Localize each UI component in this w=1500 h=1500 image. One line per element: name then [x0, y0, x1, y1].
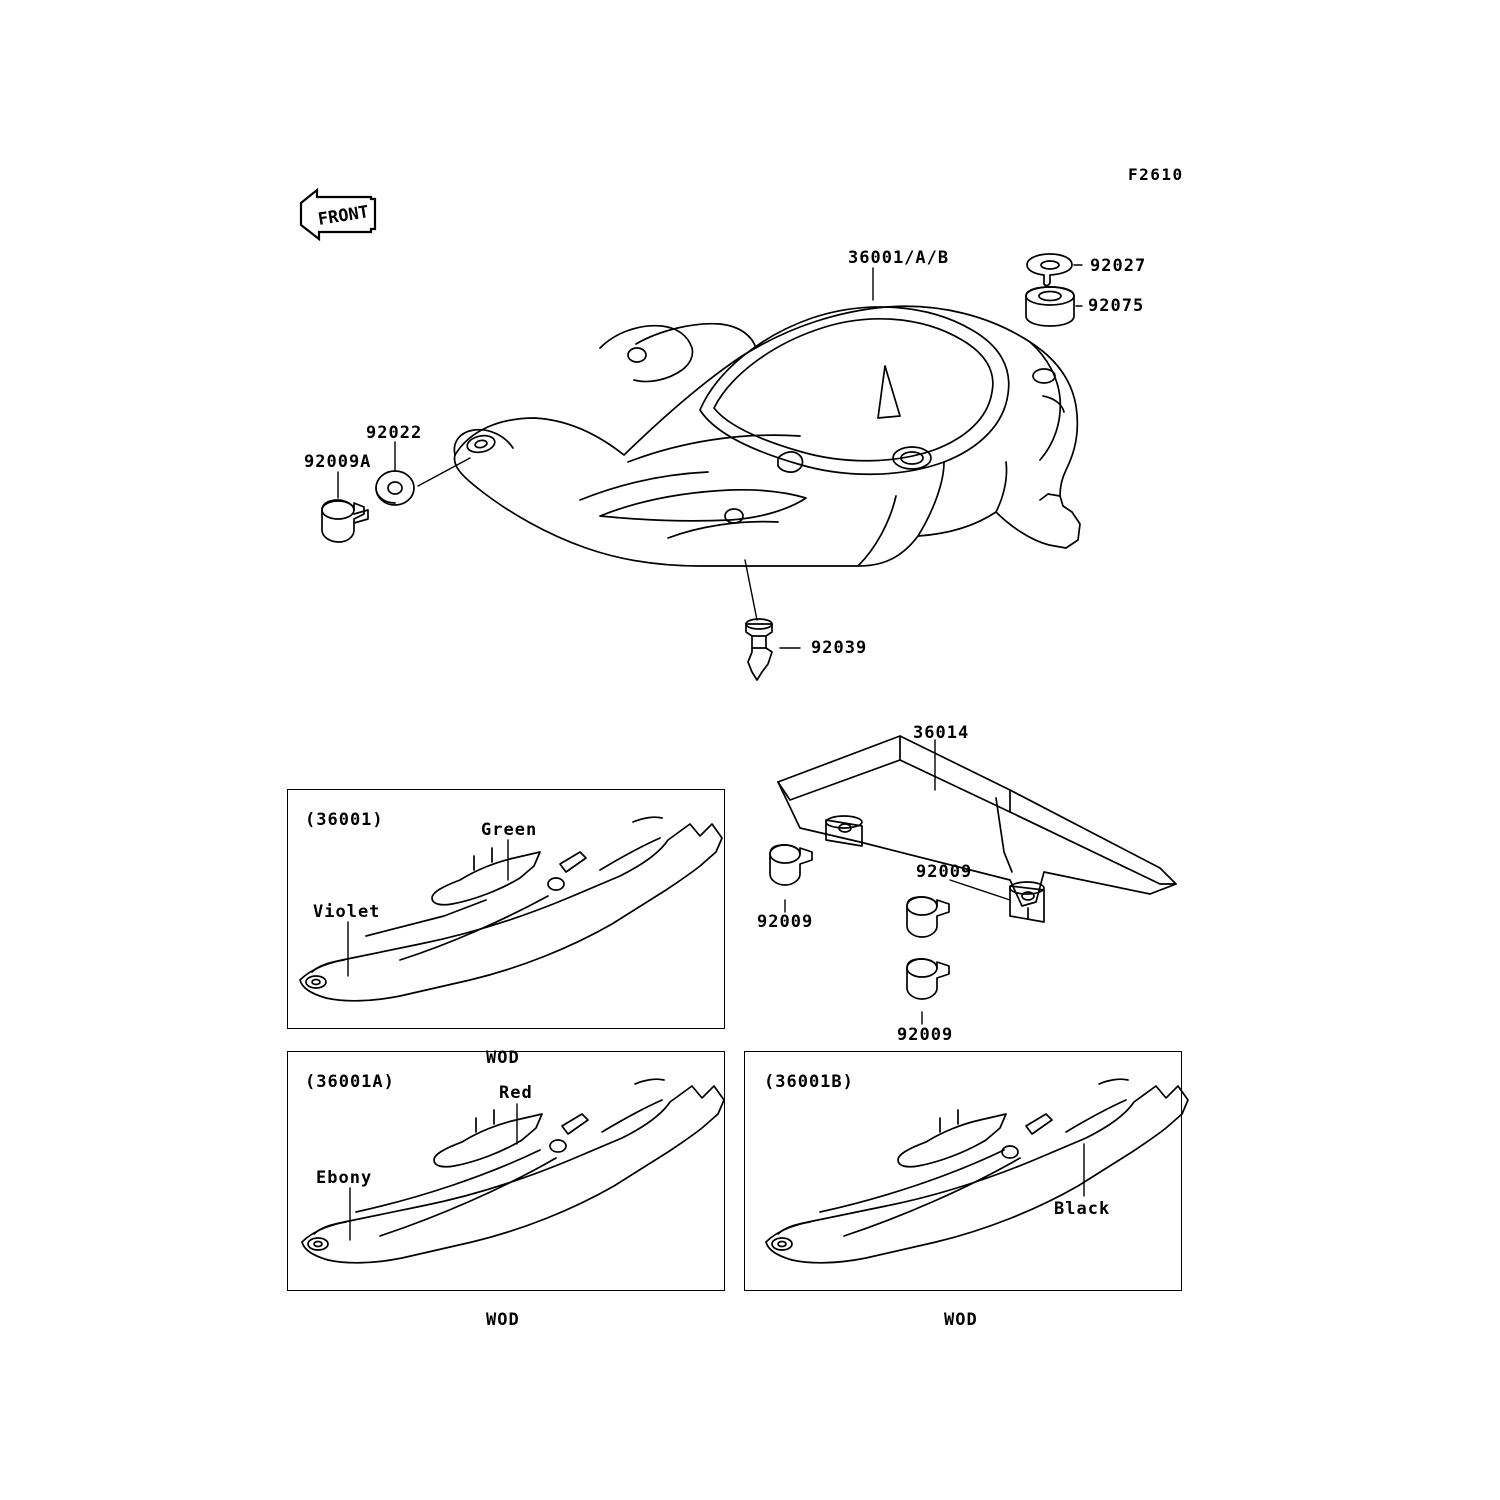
callout-92009a[interactable]: 92009A [304, 452, 372, 472]
callout-92009-mid[interactable]: 92009 [916, 862, 973, 882]
sheet-code: F2610 [1128, 165, 1184, 184]
callout-92027[interactable]: 92027 [1090, 256, 1147, 276]
front-orientation-icon [297, 185, 379, 247]
panel-36001-code: (36001) [305, 810, 384, 830]
callout-36014[interactable]: 36014 [913, 723, 970, 743]
panel-36001a-footer: WOD [486, 1310, 520, 1330]
callout-92009-bottom[interactable]: 92009 [897, 1025, 954, 1045]
color-label-green: Green [481, 820, 538, 840]
callout-92009-left[interactable]: 92009 [757, 912, 814, 932]
panel-36001b-footer: WOD [944, 1310, 978, 1330]
callout-92075[interactable]: 92075 [1088, 296, 1145, 316]
callout-92022[interactable]: 92022 [366, 423, 423, 443]
panel-36001a-code: (36001A) [305, 1072, 395, 1092]
callout-36001[interactable]: 36001/A/B [848, 248, 950, 268]
color-label-ebony: Ebony [316, 1168, 373, 1188]
color-label-violet: Violet [313, 902, 381, 922]
svg-text:FRONT: FRONT [316, 202, 371, 230]
callout-92039[interactable]: 92039 [811, 638, 868, 658]
panel-36001b-code: (36001B) [764, 1072, 854, 1092]
color-label-black: Black [1054, 1199, 1111, 1219]
panel-36001-footer: WOD [486, 1048, 520, 1068]
color-label-red: Red [499, 1083, 533, 1103]
